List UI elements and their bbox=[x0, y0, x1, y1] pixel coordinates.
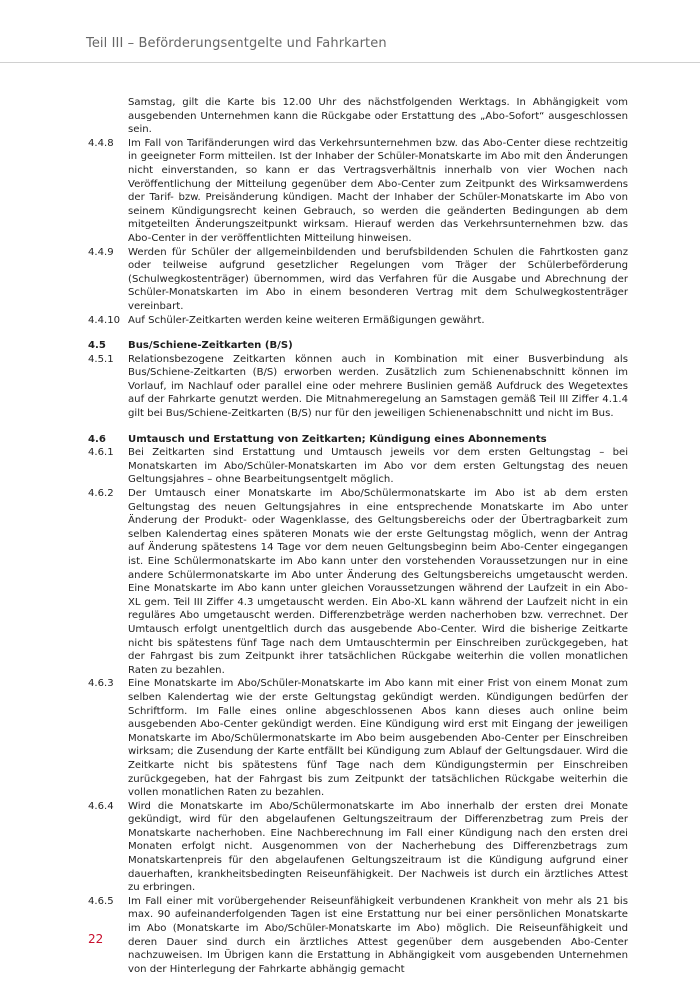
paragraph-number: 4.6.4 bbox=[88, 800, 114, 812]
paragraph-text: Relationsbezogene Zeitkarten können auch in Kombination mit einer Busverbindung als Bus/Schiene-Zeitkarten (B/S) erworben werden. Zusätzlich zum Schienenabschnitt können im Vorlauf, im Nachlauf oder parallel eine oder mehrere Buslinien gemäß Aufdruck des Wegetextes auf der Fahrkarte genutzt werden. Die Mitnahmeregelung an Samstagen gemäß Teil III Ziffer 4.1.4 gilt bei Bus/Schiene-Zeitkarten (B/S) nur für den jeweiligen Schienenabschnitt und nicht im Bus. bbox=[128, 353, 628, 420]
section-title: Bus/Schiene-Zeitkarten (B/S) bbox=[128, 340, 293, 352]
paragraph-text: Im Fall von Tarifänderungen wird das Verkehrsunternehmen bzw. das Abo-Center diese rechtzeitig in geeigneter Form mitteilen. Ist der Inhaber der Schüler-Monatskarte im Abo mit den Änderungen nicht einverstanden, so kann er das Vertragsverhältnis innerhalb von vier Wochen nach Veröffentlichung der Mitteilung gegenüber dem Abo-Center zum Zeitpunkt des Wirksamwerdens der Tarif- bzw. Preisänderung kündigen. Macht der Inhaber der Schüler-Monatskarte im Abo von seinem Kündigungsrecht keinen Gebrauch, so werden die geänderten Bedingungen ab dem mitgeteilten Änderungszeitpunkt wirksam. Hierauf werden das Verkehrsunternehmen bzw. das Abo-Center in der veröffentlichten Mitteilung hinweisen. bbox=[128, 137, 628, 244]
paragraph-text: Eine Monatskarte im Abo/Schüler-Monatskarte im Abo kann mit einer Frist von einem Monat zum selben Kalendertag wie der erste Geltungstag gekündigt werden. Kündigungen bedürfen der Schriftform. Im Falle eines online abgeschlossenen Abos kann dieses auch online beim ausgebenden Abo-Center gekündigt werden. Eine Kündigung wird erst mit Eingang der jeweiligen Monatskarte im Abo/Schülermonatskarte im Abo beim ausgebenden Abo-Center per Einschreiben wirksam; die Zusendung der Karte entfällt bei Kündigung zum Ablauf der Geltungsdauer. Wird die Zeitkarte nicht bis spätestens fünf Tage nach dem Kündigungstermin per Einschreiben zurückgegeben, hat der Fahrgast bis zum Zeitpunkt der tatsächlichen Rückgabe weiterhin die vollen monatlichen Raten zu bezahlen. bbox=[128, 678, 628, 799]
paragraph-text: Bei Zeitkarten sind Erstattung und Umtausch jeweils vor dem ersten Geltungstag – bei Monatskarten im Abo/Schüler-Monatskarten im Abo vor dem ersten Geltungstag des neuen Geltungsjahres – ohne Bearbeitungsentgelt möglich. bbox=[128, 447, 628, 486]
continuation-paragraph: Samstag, gilt die Karte bis 12.00 Uhr des nächstfolgenden Werktags. In Abhängigkeit vom ausgebenden Unternehmen kann die Rückgabe oder Erstattung des „Abo-Sofort“ ausgeschlossen sein. bbox=[128, 97, 628, 136]
paragraph-4-5-1 bbox=[88, 353, 628, 421]
paragraph-4-6-4 bbox=[88, 800, 628, 895]
paragraph-4-4-10 bbox=[88, 314, 628, 328]
section-number: 4.5 bbox=[88, 340, 106, 352]
header-divider bbox=[0, 62, 700, 63]
paragraph-text: Auf Schüler-Zeitkarten werden keine weiteren Ermäßigungen gewährt. bbox=[128, 314, 485, 326]
paragraph-number: 4.4.8 bbox=[88, 137, 114, 149]
paragraph-number: 4.4.10 bbox=[88, 314, 121, 326]
paragraph-text: Werden für Schüler der allgemeinbildenden und berufsbildenden Schulen die Fahrtkosten ganz oder teilweise aufgrund gesetzlicher Regelungen vom Träger der Schülerbeförderung (Schulwegkostenträger) übernommen, wird das Verfahren für die Ausgabe und Abrechnung der Schüler-Monatskarten im Abo in einem besonderen Vertrag mit dem Schulwegkostenträger vereinbart. bbox=[128, 246, 628, 312]
paragraph-text: Der Umtausch einer Monatskarte im Abo/Schülermonatskarte im Abo ist ab dem ersten Geltungstag des neuen Geltungsjahres in eine entsprechende Monatskarte im Abo unter Änderung der Produkt- oder Wagenklasse, des Geltungsbereichs oder der Übertragbarkeit zum selben Kalendertag eines späteren Monats wie der erste Geltungstag möglich, wenn der Antrag auf Änderung spätestens 14 Tage vor dem neuen Geltungsbeginn beim Abo-Center eingegangen ist. Eine Schülermonatskarte im Abo kann unter den vorstehenden Voraussetzungen nur in eine andere Schülermonatskarte im Abo unter Änderung des Geltungsbereichs umgetauscht werden. Eine Monatskarte im Abo kann unter gleichen Voraussetzungen während der Laufzeit in ein Abo-XL gem. Teil III Ziffer 4.3 umgetauscht werden. Ein Abo-XL kann während der Laufzeit nicht in ein reguläres Abo umgetauscht werden. Differenzbeträge werden nacherhoben bzw. verrechnet. Der Umtausch erfolgt unentgeltlich durch das ausgebende Abo-Center. Wird die bisherige Zeitkarte nicht bis spätestens fünf Tage nach dem Umtauschtermin per Einschreiben zurückgegeben, hat der Fahrgast bis zum Zeitpunkt ihrer tatsächlichen Rückgabe weiterhin die vollen monatlichen Raten zu bezahlen. bbox=[128, 488, 628, 676]
paragraph-4-6-2 bbox=[88, 487, 628, 677]
paragraph-text: Wird die Monatskarte im Abo/Schülermonatskarte im Abo innerhalb der ersten drei Monate gekündigt, wird für den abgelaufenen Geltungszeitraum der Differenzbetrag zum Preis der Monatskarte nacherhoben. Eine Nachberechnung im Fall einer Kündigung nach den ersten drei Monaten erfolgt nicht. Ausgenommen von der Nacherhebung des Differenzbetrags zum Monatskartenpreis für den abgelaufenen Geltungszeitraum ist die Kündigung aufgrund einer dauerhaften, krankheitsbedingten Reiseunfähigkeit. Der Nachweis ist durch ein ärztliches Attest zu erbringen. bbox=[128, 800, 628, 894]
paragraph-4-6-3 bbox=[88, 677, 628, 799]
paragraph-number: 4.5.1 bbox=[88, 353, 114, 365]
paragraph-number: 4.6.5 bbox=[88, 895, 114, 907]
paragraph-4-6-5 bbox=[88, 895, 628, 977]
paragraph-4-4-9 bbox=[88, 246, 628, 314]
paragraph-number: 4.4.9 bbox=[88, 246, 114, 258]
section-number: 4.6 bbox=[88, 433, 106, 445]
paragraph-number: 4.6.3 bbox=[88, 678, 114, 690]
section-heading-4-6 bbox=[88, 433, 628, 447]
running-header: Teil III – Beförderungsentgelte und Fahrkarten bbox=[86, 36, 387, 51]
document-body bbox=[88, 96, 628, 976]
paragraph-text: Im Fall einer mit vorübergehender Reiseunfähigkeit verbundenen Krankheit von mehr als 21 bis max. 90 aufeinanderfolgenden Tagen ist eine Erstattung nur bei einer persönlichen Monatskarte im Abo (Monatskarte im Abo/Schüler-Monatskarte im Abo) möglich. Die Reiseunfähigkeit und deren Dauer sind durch ein ärztliches Attest gegenüber dem ausgebenden Abo-Center nachzuweisen. Im Übrigen kann die Erstattung in Abhängigkeit vom ausgebenden Unternehmen von der Hinterlegung der Fahrkarte abhängig gemacht bbox=[128, 895, 628, 975]
paragraph-number: 4.6.2 bbox=[88, 488, 114, 500]
paragraph-number: 4.6.1 bbox=[88, 447, 114, 459]
section-title: Umtausch und Erstattung von Zeitkarten; Kündigung eines Abonnements bbox=[128, 433, 547, 445]
page-number: 22 bbox=[88, 932, 104, 946]
paragraph-4-4-8 bbox=[88, 137, 628, 246]
paragraph-4-6-1 bbox=[88, 446, 628, 487]
section-heading-4-5 bbox=[88, 339, 628, 353]
